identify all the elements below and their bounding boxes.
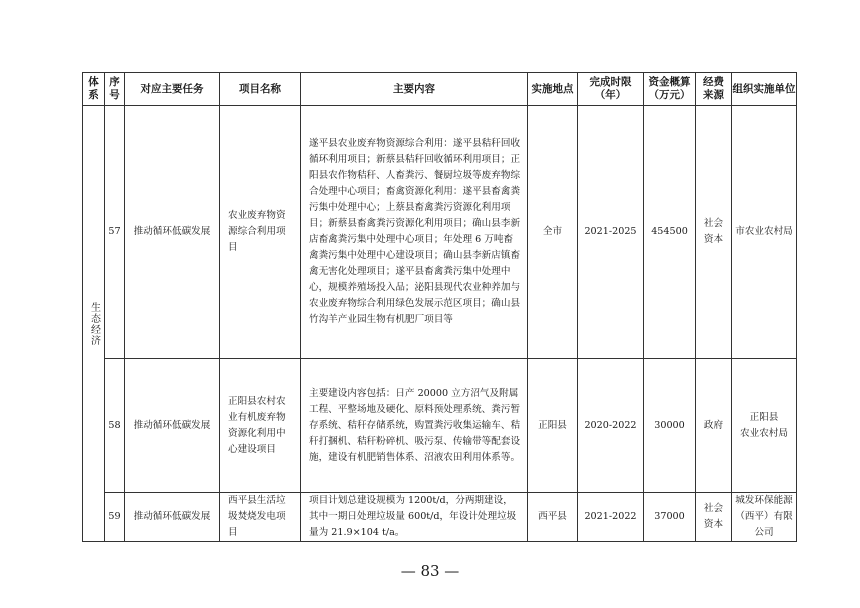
project-table <box>82 72 797 542</box>
project-cell: 西平县生活垃圾焚烧发电项目 <box>220 493 301 542</box>
org-cell: 市农业农村局 <box>732 106 797 359</box>
seq-cell: 57 <box>105 106 125 359</box>
seq-cell: 58 <box>105 359 125 493</box>
budget-cell: 454500 <box>644 106 696 359</box>
org-cell: 正阳县 农业农村局 <box>732 359 797 493</box>
table-row <box>83 493 797 542</box>
header-project: 项目名称 <box>220 73 301 106</box>
location-cell: 全市 <box>528 106 578 359</box>
source-cell: 社会 资本 <box>696 493 732 542</box>
location-cell: 西平县 <box>528 493 578 542</box>
budget-cell: 37000 <box>644 493 696 542</box>
header-budget: 资金概算 （万元） <box>644 73 696 106</box>
period-cell: 2020-2022 <box>578 359 644 493</box>
header-period: 完成时限 （年） <box>578 73 644 106</box>
source-cell: 政府 <box>696 359 732 493</box>
header-location: 实施地点 <box>528 73 578 106</box>
header-source: 经费 来源 <box>696 73 732 106</box>
header-task: 对应主要任务 <box>125 73 220 106</box>
content-cell: 遂平县农业废弃物资源综合利用：遂平县秸秆回收循环利用项目；新蔡县秸秆回收循环利用项目；正阳县农作物秸秆、人畜粪污、餐厨垃圾等废弃物综合处理中心项目；畜禽资源化利用：遂平县畜禽粪污集中处理中心；上蔡县畜禽粪污资源化利用项目；新蔡县畜禽粪污资源化利用项目；确山县李新店畜禽粪污集中处理中心项目；年处理 6 万吨畜禽粪污集中处理中心建设项目；确山县李新店镇畜禽无害化处理项目；遂平县畜禽粪污集中处理中心，规模养殖场投入品；泌阳县现代农业种养加与农业废弃物综合利用绿色发展示范区项目；确山县竹沟羊产业园生物有机肥厂项目等 <box>301 106 528 359</box>
location-cell: 正阳县 <box>528 359 578 493</box>
budget-cell: 30000 <box>644 359 696 493</box>
header-org: 组织实施单位 <box>732 73 797 106</box>
period-cell: 2021-2025 <box>578 106 644 359</box>
task-cell: 推动循环低碳发展 <box>125 106 220 359</box>
table-row <box>83 106 797 359</box>
header-system: 体 系 <box>83 73 105 106</box>
org-cell: 城发环保能源 （西平）有限公司 <box>732 493 797 542</box>
table-row <box>83 359 797 493</box>
content-cell: 主要建设内容包括：日产 20000 立方沼气及附属工程、平整场地及硬化、原料预处理系统、粪污暂存系统、秸秆存储系统，购置粪污收集运输车、秸秆打捆机、秸秆粉碎机、吸污泵、传输带等配套设施，建设有机肥销售体系、沼液农田利用体系等。 <box>301 359 528 493</box>
period-cell: 2021-2022 <box>578 493 644 542</box>
page-number: — 83 — <box>400 562 460 580</box>
header-content: 主要内容 <box>301 73 528 106</box>
task-cell: 推动循环低碳发展 <box>125 359 220 493</box>
category-cell: 生态经济 <box>83 106 105 542</box>
seq-cell: 59 <box>105 493 125 542</box>
header-row <box>83 73 797 106</box>
header-seq: 序 号 <box>105 73 125 106</box>
source-cell: 社会 资本 <box>696 106 732 359</box>
task-cell: 推动循环低碳发展 <box>125 493 220 542</box>
content-cell: 项目计划总建设规模为 1200t/d，分两期建设，其中一期日处理垃圾量 600t/d，年设计处理垃圾量为 21.9×104 t/a。 <box>301 493 528 542</box>
project-cell: 正阳县农村农业有机废弃物资源化利用中心建设项目 <box>220 359 301 493</box>
project-cell: 农业废弃物资源综合利用项目 <box>220 106 301 359</box>
